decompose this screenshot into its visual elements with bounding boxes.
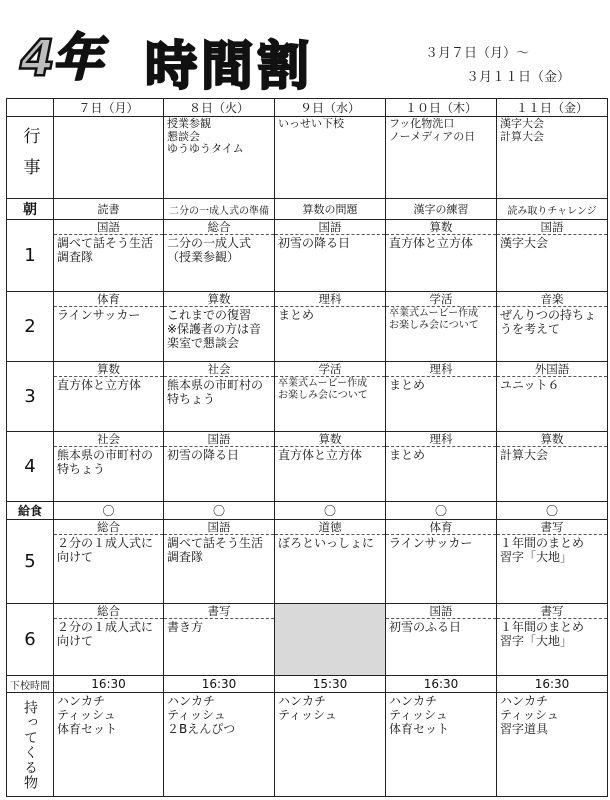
subject-name: 書写: [497, 520, 607, 535]
lesson-cell: [54, 432, 164, 502]
lesson-cell: [497, 604, 608, 676]
belonging-item: 体育セット: [389, 722, 450, 736]
lesson-cell: [275, 292, 386, 362]
lesson-text: （授業参観）: [167, 250, 240, 264]
lesson-cell: [386, 362, 497, 432]
lesson-cell: [164, 432, 275, 502]
period-label: 5: [7, 520, 54, 604]
lesson-cell: [164, 362, 275, 432]
belonging-item: ハンカチ: [278, 694, 327, 708]
dismissal-time: 15:30: [275, 676, 386, 693]
lesson-text: 習字「大地」: [500, 550, 573, 564]
belonging-item: 習字道具: [500, 722, 549, 736]
lesson-cell: [275, 220, 386, 292]
lesson-content: [497, 619, 607, 649]
dismissal-time: 16:30: [497, 676, 608, 693]
belongings-cell: [275, 693, 386, 797]
belonging-item: 体育セット: [57, 722, 118, 736]
lesson-cell: [164, 292, 275, 362]
gyoji-label: 行事: [19, 126, 40, 189]
lesson-cell: [497, 362, 608, 432]
period-label: 1: [7, 220, 54, 292]
day-header: ７日（月）: [54, 99, 164, 117]
belonging-item: ハンカチ: [389, 694, 438, 708]
lesson-cell: [497, 220, 608, 292]
lesson-content: [386, 377, 496, 393]
lesson-content: [386, 447, 496, 463]
lesson-content: [275, 447, 385, 463]
belongings-cell: [386, 693, 497, 797]
row-label-kyushoku: 給食: [7, 502, 54, 520]
lesson-text: 特ちょう: [167, 392, 216, 406]
lesson-text: まとめ: [389, 448, 426, 462]
lunch-circle: 〇: [212, 504, 225, 518]
lesson-text: 特ちょう: [57, 462, 106, 476]
subject-name: 国語: [386, 604, 496, 619]
lesson-content: [386, 235, 496, 251]
belonging-item: ティッシュ: [389, 708, 448, 722]
lesson-cell: [54, 604, 164, 676]
morning-cell: 漢字の練習: [386, 199, 497, 220]
lesson-cell: [54, 362, 164, 432]
subject-name: 理科: [386, 432, 496, 447]
lesson-text: ユニット６: [500, 378, 560, 392]
lesson-cell: [497, 292, 608, 362]
subject-name: 国語: [275, 220, 385, 235]
lesson-text: 漢字大会: [500, 236, 549, 250]
lunch-cell: [275, 502, 386, 520]
subject-name: 社会: [54, 432, 163, 447]
belonging-item: ティッシュ: [167, 708, 226, 722]
lesson-content: [54, 235, 163, 265]
subject-name: 国語: [164, 432, 274, 447]
lunch-circle: 〇: [545, 504, 558, 518]
dismissal-time: 16:30: [54, 676, 164, 693]
subject-name: 算数: [386, 220, 496, 235]
belonging-item: ハンカチ: [57, 694, 106, 708]
lesson-content: [164, 235, 274, 265]
subject-name: 道徳: [275, 520, 385, 535]
lesson-content: [497, 307, 607, 337]
lesson-text: 初雪の降る日: [278, 236, 351, 250]
lesson-text: 書き方: [167, 620, 204, 634]
lesson-content: [497, 377, 607, 393]
lesson-text: 向けて: [57, 634, 94, 648]
lesson-cell: [54, 520, 164, 604]
event-cell: [275, 117, 386, 199]
lesson-text: これまでの復習: [167, 308, 252, 322]
lunch-cell: [54, 502, 164, 520]
belonging-item: ハンカチ: [167, 694, 216, 708]
lesson-content: [164, 307, 274, 351]
lesson-text: お楽しみ会について: [389, 320, 479, 331]
lesson-text: 調査隊: [167, 550, 204, 564]
lesson-cell: [497, 520, 608, 604]
lesson-cell: [386, 604, 497, 676]
period-label: 3: [7, 362, 54, 432]
day-header: ９日（水）: [275, 99, 386, 117]
belonging-item: ２Bえんぴつ: [167, 722, 236, 736]
lesson-text: 習字「大地」: [500, 634, 573, 648]
lesson-content: [275, 377, 385, 403]
lesson-content: [54, 447, 163, 477]
lesson-text: まとめ: [389, 378, 426, 392]
lesson-cell: [275, 520, 386, 604]
lesson-content: [497, 235, 607, 251]
lesson-cell: [275, 432, 386, 502]
lunch-cell: [164, 502, 275, 520]
lesson-text: １年間のまとめ: [500, 620, 585, 634]
lesson-content: [386, 619, 496, 635]
lesson-text: 卒業式ムービー作成: [278, 378, 368, 389]
lesson-text: まとめ: [278, 308, 315, 322]
subject-name: 書写: [164, 604, 274, 619]
period-label: 6: [7, 604, 54, 676]
event-text: いっせい下校: [278, 117, 344, 130]
lunch-circle: 〇: [434, 504, 447, 518]
lesson-content: [275, 307, 385, 323]
event-cell: [54, 117, 164, 199]
lesson-content: [497, 535, 607, 565]
lesson-cell: [54, 220, 164, 292]
lesson-text: 卒業式ムービー作成: [389, 308, 479, 319]
lesson-content: [164, 447, 274, 463]
page-title: 時間割: [145, 37, 314, 97]
lesson-cell: [386, 220, 497, 292]
lesson-content: [275, 535, 385, 551]
lunch-circle: 〇: [323, 504, 336, 518]
lesson-text: 向けて: [57, 550, 94, 564]
lesson-text: ２分の１成人式に: [57, 536, 154, 550]
lesson-cell: [164, 220, 275, 292]
lesson-text: 二分の一成人式: [167, 236, 252, 250]
lesson-text: 調査隊: [57, 250, 94, 264]
event-text: ノーメディアの日: [389, 129, 476, 143]
header: [0, 0, 610, 98]
lesson-text: お楽しみ会について: [278, 390, 368, 401]
lesson-cell: [164, 604, 275, 676]
date-to: ３月１１日（金）: [466, 70, 571, 85]
event-text: 漢字大会: [500, 117, 544, 130]
grade-title: 4年: [20, 29, 101, 87]
day-header: １１日（金）: [497, 99, 608, 117]
corner-cell: [7, 99, 54, 117]
lesson-text: 熊本県の市町村の: [167, 378, 264, 392]
subject-name: 書写: [497, 604, 607, 619]
lesson-text: ※保護者の方は音: [167, 322, 262, 336]
subject-name: 理科: [275, 292, 385, 307]
period-label: 2: [7, 292, 54, 362]
lesson-text: １年間のまとめ: [500, 536, 585, 550]
lesson-text: ラインサッカー: [57, 308, 141, 322]
lesson-content: [54, 535, 163, 565]
lesson-text: 直方体と立方体: [389, 236, 474, 250]
mochimono-label: 持ってくる物: [22, 699, 38, 790]
lesson-text: 調べて話そう生活: [57, 236, 154, 250]
subject-name: 総合: [54, 520, 163, 535]
period-label: 4: [7, 432, 54, 502]
lesson-content: [275, 235, 385, 251]
day-header: ８日（火）: [164, 99, 275, 117]
lesson-text: ぼろといっしょに: [278, 536, 375, 550]
lesson-cell: [386, 292, 497, 362]
subject-name: 総合: [54, 604, 163, 619]
lesson-text: 熊本県の市町村の: [57, 448, 154, 462]
event-text: 懇談会: [167, 129, 200, 143]
row-label-gekou: 下校時間: [7, 676, 54, 693]
lesson-cell: [54, 292, 164, 362]
lesson-content: [54, 619, 163, 649]
dismissal-time: 16:30: [164, 676, 275, 693]
lesson-cell: [164, 520, 275, 604]
belonging-item: ハンカチ: [500, 694, 549, 708]
subject-name: 国語: [164, 520, 274, 535]
lesson-text: 直方体と立方体: [278, 448, 363, 462]
event-cell: [164, 117, 275, 199]
lesson-cell: [275, 362, 386, 432]
belonging-item: ティッシュ: [57, 708, 116, 722]
timetable: [6, 98, 608, 797]
lesson-text: ぜんりつの持ちょ: [500, 308, 597, 322]
subject-name: 社会: [164, 362, 274, 377]
subject-name: 学活: [386, 292, 496, 307]
belongings-cell: [54, 693, 164, 797]
row-label-mochimono: [7, 693, 54, 797]
belongings-cell: [497, 693, 608, 797]
morning-cell: 読み取りチャレンジ: [497, 199, 608, 220]
lesson-content: [386, 307, 496, 333]
lesson-content: [386, 535, 496, 551]
subject-name: 外国語: [497, 362, 607, 377]
lesson-content: [497, 447, 607, 463]
empty-cell: [275, 604, 386, 676]
lesson-text: ラインサッカー: [389, 536, 473, 550]
lesson-content: [54, 377, 163, 393]
subject-name: 国語: [497, 220, 607, 235]
row-label-gyoji: [7, 117, 54, 199]
lesson-text: ２分の１成人式に: [57, 620, 154, 634]
lunch-cell: [386, 502, 497, 520]
subject-name: 学活: [275, 362, 385, 377]
lesson-content: [164, 619, 274, 635]
morning-cell: 算数の問題: [275, 199, 386, 220]
lesson-text: 直方体と立方体: [57, 378, 142, 392]
subject-name: 算数: [54, 362, 163, 377]
lesson-text: 楽室で懇談会: [167, 336, 240, 350]
subject-name: 国語: [54, 220, 163, 235]
morning-cell: 読書: [54, 199, 164, 220]
event-text: フッ化物洗口: [389, 117, 455, 130]
day-header: １０日（木）: [386, 99, 497, 117]
subject-name: 算数: [497, 432, 607, 447]
event-text: 授業参観: [167, 117, 211, 130]
subject-name: 音楽: [497, 292, 607, 307]
lesson-text: 初雪のふる日: [389, 620, 462, 634]
belonging-item: ティッシュ: [278, 708, 337, 722]
subject-name: 総合: [164, 220, 274, 235]
morning-cell: 二分の一成人式の準備: [164, 199, 275, 220]
subject-name: 体育: [54, 292, 163, 307]
event-text: ゆうゆうタイム: [167, 142, 244, 155]
belonging-item: ティッシュ: [500, 708, 559, 722]
dismissal-time: 16:30: [386, 676, 497, 693]
subject-name: 体育: [386, 520, 496, 535]
lesson-text: 初雪の降る日: [167, 448, 240, 462]
lesson-content: [164, 535, 274, 565]
lesson-cell: [386, 432, 497, 502]
lesson-content: [164, 377, 274, 407]
event-cell: [386, 117, 497, 199]
lesson-text: うを考えて: [500, 322, 561, 336]
lesson-cell: [497, 432, 608, 502]
lunch-circle: 〇: [102, 504, 115, 518]
event-cell: [497, 117, 608, 199]
lesson-cell: [386, 520, 497, 604]
event-text: 計算大会: [500, 129, 544, 143]
subject-name: 算数: [275, 432, 385, 447]
date-from: ３月７日（月）～: [425, 46, 530, 61]
subject-name: 理科: [386, 362, 496, 377]
belongings-cell: [164, 693, 275, 797]
lunch-cell: [497, 502, 608, 520]
lesson-content: [54, 307, 163, 323]
subject-name: 算数: [164, 292, 274, 307]
lesson-text: 調べて話そう生活: [167, 536, 264, 550]
lesson-text: 計算大会: [500, 448, 549, 462]
row-label-asa: 朝: [7, 199, 54, 220]
